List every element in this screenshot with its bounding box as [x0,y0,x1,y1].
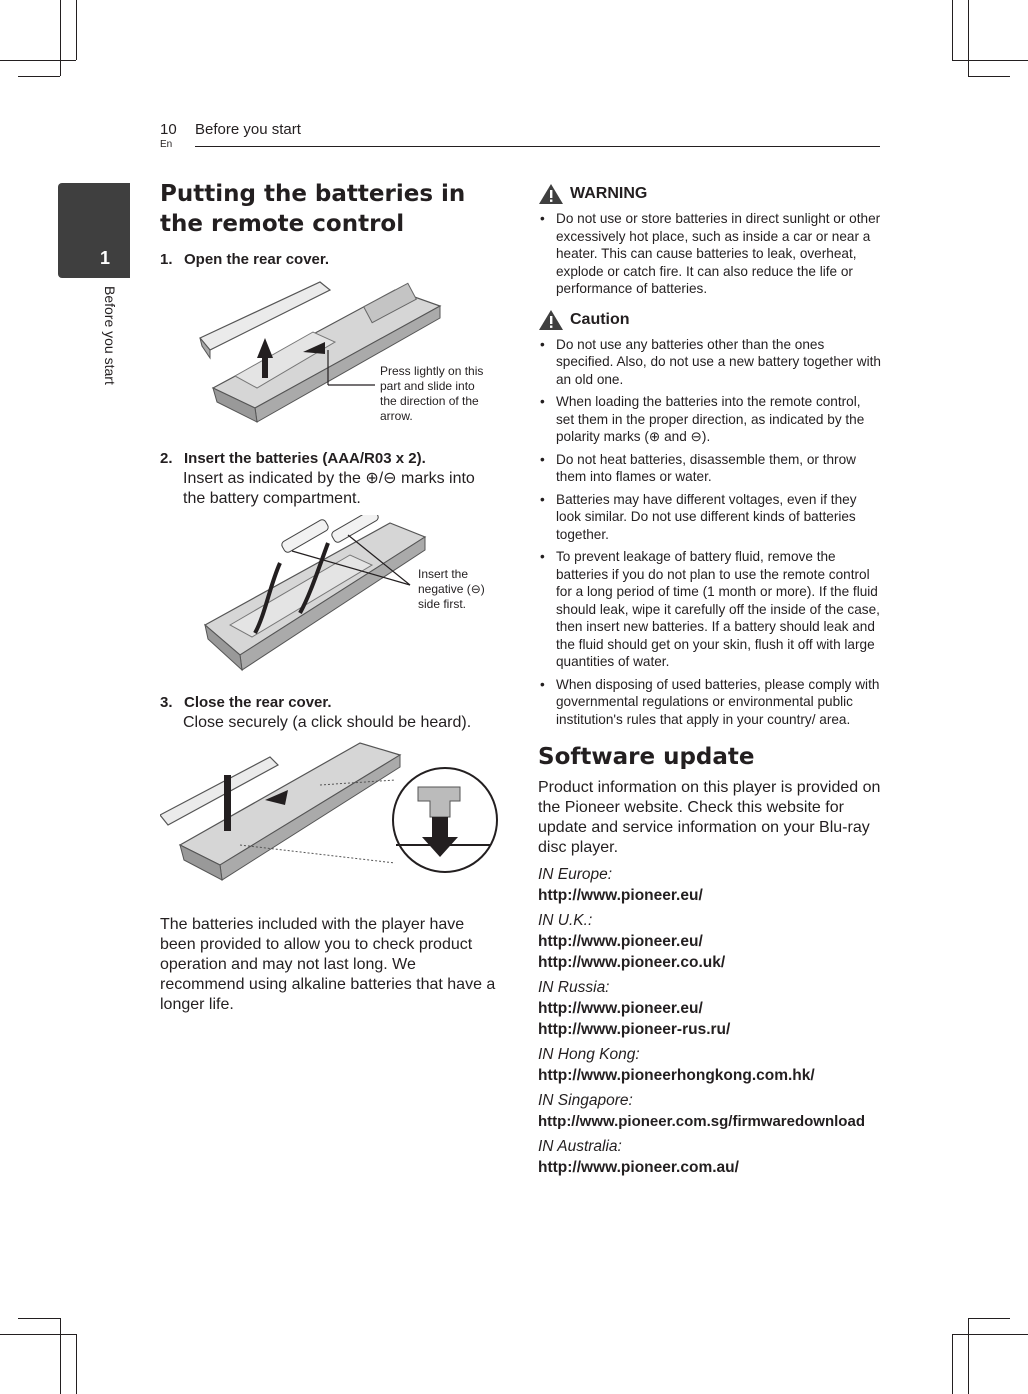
page-number: 10 [160,121,177,138]
section-title-batteries: Putting the batteries in the remote control [160,181,466,237]
list-item: • When disposing of used batteries, please comply with governmental regulations or environmental public institution's rules that apply in your country/ area. [538,676,882,729]
list-item: • To prevent leakage of battery fluid, remove the batteries if you do not plan to use the remote control for a long period of time (1 month or more). If the fluid should leak, wipe it carefully off the inside of the case, then insert new batteries. If a battery should leak and the fluid should get on your skin, flush it off with large quantities of water. [538,548,882,671]
warning-triangle-icon [538,183,564,205]
region-group [538,1136,882,1178]
language-code: En [160,139,173,150]
figure-1-label: Press lightly on this part and slide into the direction of the arrow. [380,364,484,423]
caution-title: Caution [570,310,630,328]
region-label: IN Europe: [538,866,613,883]
list-item: • Do not heat batteries, disassemble them, or throw them into flames or water. [538,451,882,486]
step-number: 3. [160,694,173,711]
running-header: Before you start [195,121,301,138]
step-title: Close the rear cover. [184,694,332,711]
region-label: IN Russia: [538,979,610,996]
figure-insert-batteries [200,515,430,675]
url-link[interactable]: http://www.pioneer-rus.ru/ [538,1021,731,1038]
step-3-heading [160,694,332,711]
list-item: • Do not use or store batteries in direct sunlight or other excessively hot place, such as inside a car or near a heater. This can cause batteries to leak, overheat, explode or catch fire. It can also reduce the life or performance of batteries. [538,210,882,298]
chapter-number: 1 [100,248,111,268]
figure-close-cover [160,735,500,890]
list-item: • Do not use any batteries other than the ones specified. Also, do not use a new battery together with an old one. [538,336,882,389]
step-title: Insert the batteries (AAA/R03 x 2). [184,450,426,467]
url-link[interactable]: http://www.pioneer.com.au/ [538,1159,739,1176]
list-item: • When loading the batteries into the remote control, set them in the proper direction, as indicated by the polarity marks (⊕ and ⊖). [538,393,882,446]
url-link[interactable]: http://www.pioneer.com.sg/firmwaredownload [538,1113,865,1130]
step-1-heading [160,251,329,268]
batteries-note: The batteries included with the player have been provided to allow you to check product operation and may not last long. We recommend using alkaline batteries that have a longer life. [160,916,496,1013]
url-link[interactable]: http://www.pioneer.eu/ [538,887,703,904]
step-title: Open the rear cover. [184,251,330,268]
step-2-text: Insert as indicated by the ⊕/⊖ marks into the battery compartment. [183,470,475,507]
region-group [538,910,882,973]
step-2-heading [160,450,426,467]
software-intro: Product information on this player is provided on the Pioneer website. Check this website for update and service information on your Blu-ray disc player. [538,779,881,856]
region-group [538,1044,882,1086]
region-group [538,1090,882,1132]
step-number: 2. [160,450,173,467]
url-link[interactable]: http://www.pioneer.co.uk/ [538,954,726,971]
region-group [538,977,882,1040]
right-column [538,183,882,1182]
warning-list [538,210,882,298]
figure-2-label: Insert the negative (⊖) side first. [418,567,485,611]
url-link[interactable]: http://www.pioneer.eu/ [538,933,703,950]
region-group [538,864,882,906]
chapter-tab [58,183,130,278]
warning-heading [538,183,882,205]
step-3-text: Close securely (a click should be heard). [183,714,472,731]
caution-list [538,336,882,729]
list-item: • Batteries may have different voltages, even if they look similar. Do not use different kinds of batteries together. [538,491,882,544]
region-label: IN Hong Kong: [538,1046,640,1063]
step-number: 1. [160,251,173,268]
caution-triangle-icon [538,309,564,331]
region-label: IN Australia: [538,1138,622,1155]
url-link[interactable]: http://www.pioneer.eu/ [538,1000,703,1017]
url-link[interactable]: http://www.pioneerhongkong.com.hk/ [538,1067,815,1084]
region-label: IN U.K.: [538,912,593,929]
warning-title: WARNING [570,185,648,202]
chapter-tab-label: Before you start [102,286,118,385]
section-title-software: Software update [538,744,755,770]
caution-heading [538,309,882,331]
header-rule [195,146,880,147]
region-label: IN Singapore: [538,1092,633,1109]
